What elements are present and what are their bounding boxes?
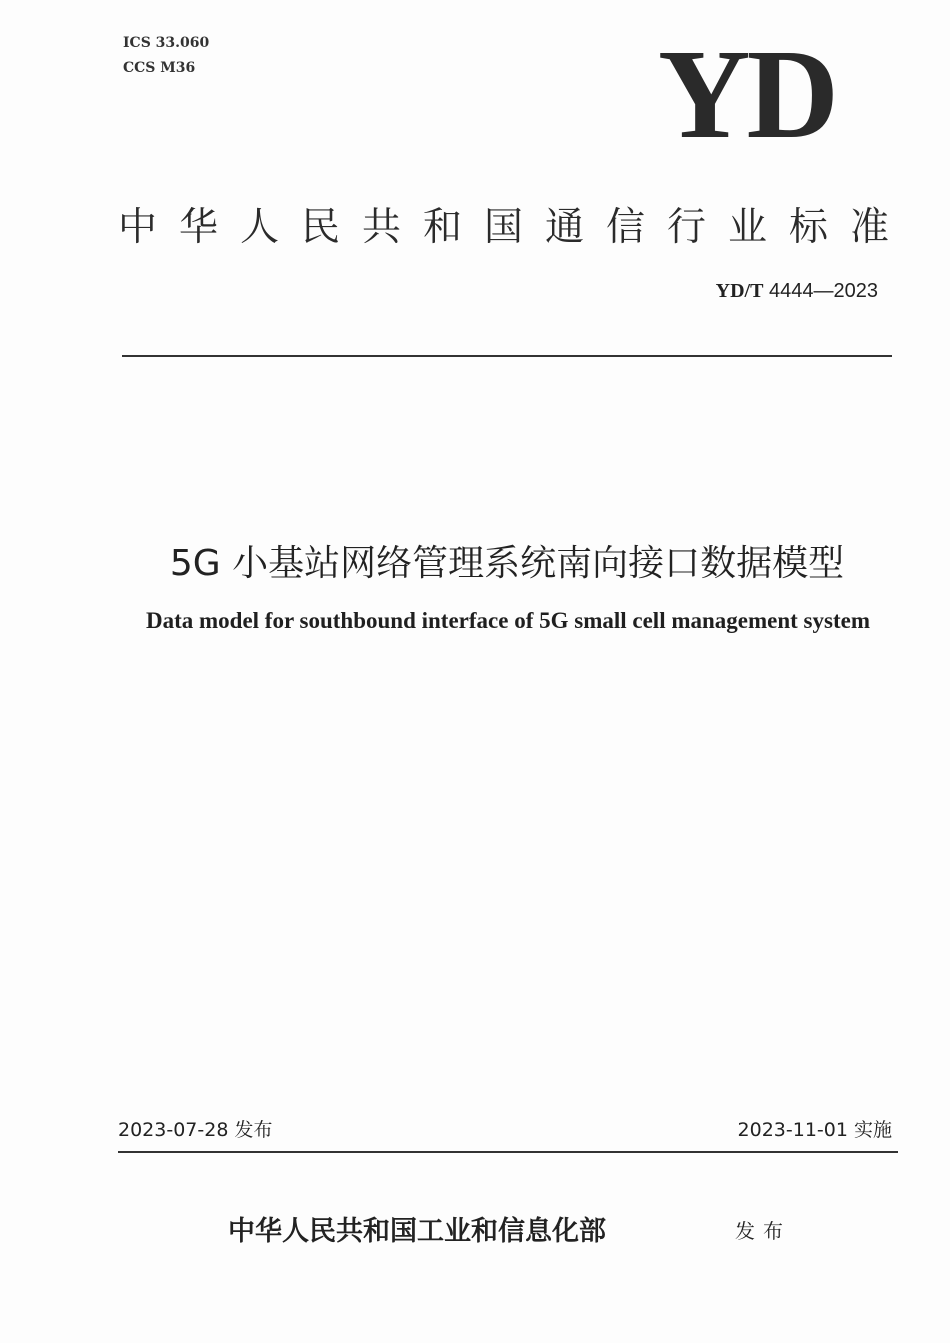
issue-label: 发布 bbox=[735, 1219, 791, 1243]
ccs-code: CCS M36 bbox=[123, 60, 196, 76]
classification-codes bbox=[123, 31, 209, 81]
standard-code: YD/T bbox=[715, 280, 764, 302]
industry-standard-title: 中华人民共和国通信行业标准 bbox=[118, 205, 912, 250]
top-divider bbox=[122, 355, 892, 357]
english-title: Data model for southbound interface of 5G small cell management system bbox=[145, 608, 870, 633]
chinese-title: 5G 小基站网络管理系统南向接口数据模型 bbox=[169, 543, 845, 584]
standard-number-value: 4444—2023 bbox=[769, 280, 878, 302]
yd-logo: YD bbox=[658, 23, 835, 165]
ics-code: ICS 33.060 bbox=[123, 35, 210, 51]
effective-date: 2023-11-01 实施 bbox=[737, 1119, 892, 1141]
issuing-authority: 中华人民共和国工业和信息化部 bbox=[228, 1216, 606, 1247]
bottom-divider bbox=[118, 1151, 898, 1153]
publish-date: 2023-07-28 发布 bbox=[118, 1119, 273, 1141]
standard-number bbox=[716, 280, 878, 303]
